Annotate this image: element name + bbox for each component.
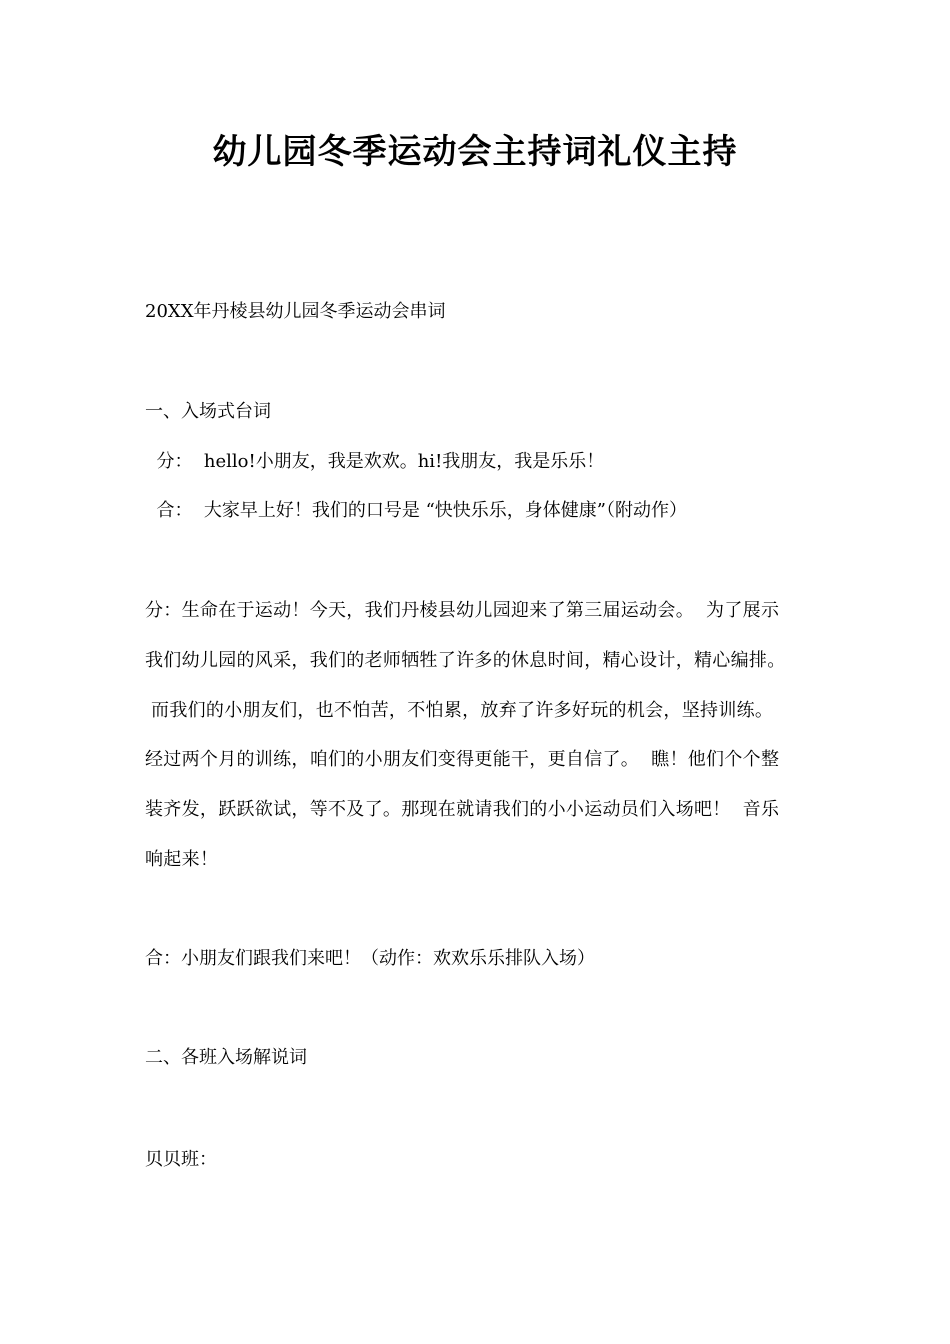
document-subtitle: 20XX年丹棱县幼儿园冬季运动会串词 [145,301,446,322]
section2-heading: 二、各班入场解说词 [145,1047,307,1068]
paragraph-line: 而我们的小朋友们，也不怕苦，不怕累，放弃了许多好玩的机会，坚持训练。 [145,700,774,721]
class-label: 贝贝班： [145,1149,217,1170]
section1-line-fen: 分： hello!小朋友，我是欢欢。hi!我朋友，我是乐乐！ [145,451,605,472]
together-line: 合：小朋友们跟我们来吧！（动作：欢欢乐乐排队入场） [145,948,595,969]
document-title: 幼儿园冬季运动会主持词礼仪主持 [212,132,738,172]
section1-line-he: 合： 大家早上好！我们的口号是 “快快乐乐，身体健康”（附动作） [145,500,688,521]
paragraph-line: 分：生命在于运动！今天，我们丹棱县幼儿园迎来了第三届运动会。 为了展示 [145,600,780,621]
paragraph-line: 我们幼儿园的风采，我们的老师牺牲了许多的休息时间，精心设计，精心编排。 [145,650,786,671]
paragraph-line: 装齐发，跃跃欲试，等不及了。那现在就请我们的小小运动员们入场吧！ 音乐 [145,799,780,820]
paragraph-line: 经过两个月的训练，咱们的小朋友们变得更能干，更自信了。 瞧！他们个个整 [145,749,780,770]
paragraph-line: 响起来！ [145,849,219,870]
section1-heading: 一、入场式台词 [145,401,271,422]
